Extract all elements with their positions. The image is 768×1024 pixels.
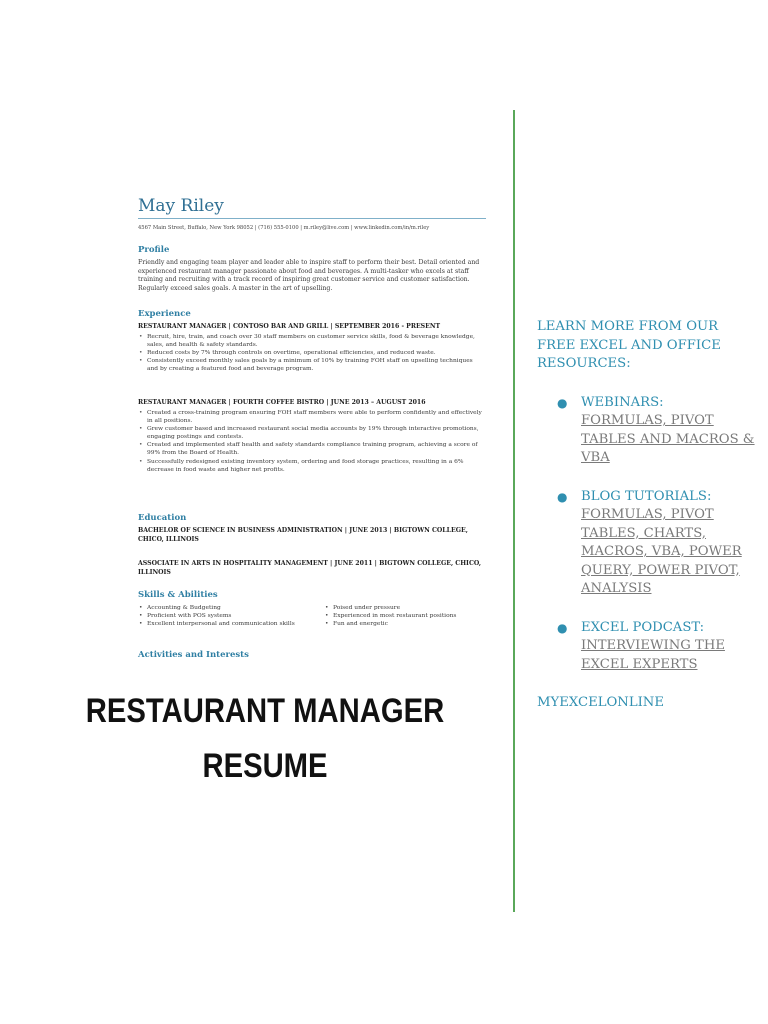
sidebar [537,318,757,713]
activities-heading: Activities and Interests [138,650,249,660]
skill-item: • Poised under pressure [324,604,484,612]
job-bullet: • Created and implemented staff health and safety standards compliance training program, achieving a score of 99% from the Board of Health. [138,441,484,457]
resume-contact: 4567 Main Street, Buffalo, New York 98052 | (716) 555-0100 | m.riley@live.com | www.linkedin.com/in/m.riley [138,225,430,231]
resource-label: BLOG TUTORIALS: [581,488,712,504]
skills-column [324,604,484,628]
job-bullet: • Reduced costs by 7% through controls on overtime, operational efficiencies, and reduced waste. [138,349,484,357]
webinars-link[interactable]: FORMULAS, PIVOT TABLES AND MACROS & VBA [581,413,755,465]
title-line: RESUME [202,747,328,785]
podcast-link[interactable]: INTERVIEWING THE EXCEL EXPERTS [581,638,725,672]
skill-item: • Proficient with POS systems [138,612,324,620]
skill-item: • Experienced in most restaurant positions [324,612,484,620]
skill-item: • Accounting & Budgeting [138,604,324,612]
bullet-icon: ● [557,395,568,410]
job-title: RESTAURANT MANAGER | FOURTH COFFEE BISTRO | JUNE 2013 – AUGUST 2016 [138,399,426,406]
job-bullet: • Successfully redesigned existing inventory system, ordering and food storage practices, resulting in a 6% decrease in food waste and higher net profits. [138,458,484,474]
resource-item [537,394,757,468]
education-entry: ASSOCIATE IN ARTS IN HOSPITALITY MANAGEMENT | JUNE 2011 | BIGTOWN COLLEGE, CHICO, ILLINOIS [138,560,482,576]
resource-list [537,394,757,675]
skills-heading: Skills & Abilities [138,590,218,600]
job-bullet: • Consistently exceed monthly sales goals by a minimum of 10% by training FOH staff on upselling techniques and by creating a featured food and beverage program. [138,357,484,373]
bullet-icon: ● [557,620,568,635]
profile-text: Friendly and engaging team player and leader able to inspire staff to perform their best. Detail oriented and experienced restaurant manager passionate about food and beverages. A multi-tasker who excels at staff training and recruiting with a track record of inspiring great customer service and customer satisfaction. Regularly exceed sales goals. A master in the art of upselling. [138,259,480,292]
sidebar-intro: LEARN MORE FROM OUR FREE EXCEL AND OFFICE RESOURCES: [537,319,721,371]
job-bullets [138,409,484,474]
skills-column [138,604,324,628]
resource-label: WEBINARS: [581,394,664,410]
skills-list [138,604,484,628]
education-heading: Education [138,513,187,523]
resource-label: EXCEL PODCAST: [581,619,705,635]
job-bullet: • Recruit, hire, train, and coach over 30 staff members on customer service skills, food & beverage knowledge, sales, and health & safety standards. [138,333,484,349]
bullet-icon: ● [557,489,568,504]
profile-heading: Profile [138,245,170,255]
brand-name: MYEXCELONLINE [537,695,664,710]
vertical-divider [513,110,515,912]
experience-heading: Experience [138,309,191,319]
resource-item [537,619,757,675]
resource-item [537,488,757,599]
title-line: RESTAURANT MANAGER [85,692,445,730]
job-bullet: • Grew customer based and increased restaurant social media accounts by 19% through interactive promotions, engaging postings and contests. [138,425,484,441]
page-title [80,684,450,794]
job-bullet: • Created a cross-training program ensuring FOH staff members were able to perform confidently and effectively in all positions. [138,409,484,425]
skill-item: • Fun and energetic [324,620,484,628]
skill-item: • Excellent interpersonal and communication skills [138,620,324,628]
job-bullets [138,333,484,373]
job-title: RESTAURANT MANAGER | CONTOSO BAR AND GRILL | SEPTEMBER 2016 - PRESENT [138,323,441,330]
education-entry: BACHELOR OF SCIENCE IN BUSINESS ADMINISTRATION | JUNE 2013 | BIGTOWN COLLEGE, CHICO, ILLINOIS [138,527,468,543]
resume-thumbnail [130,188,490,664]
resume-name: May Riley [138,196,224,216]
resume-rule [138,218,486,219]
blog-tutorials-link[interactable]: FORMULAS, PIVOT TABLES, CHARTS, MACROS, VBA, POWER QUERY, POWER PIVOT, ANALYSIS [581,507,742,596]
